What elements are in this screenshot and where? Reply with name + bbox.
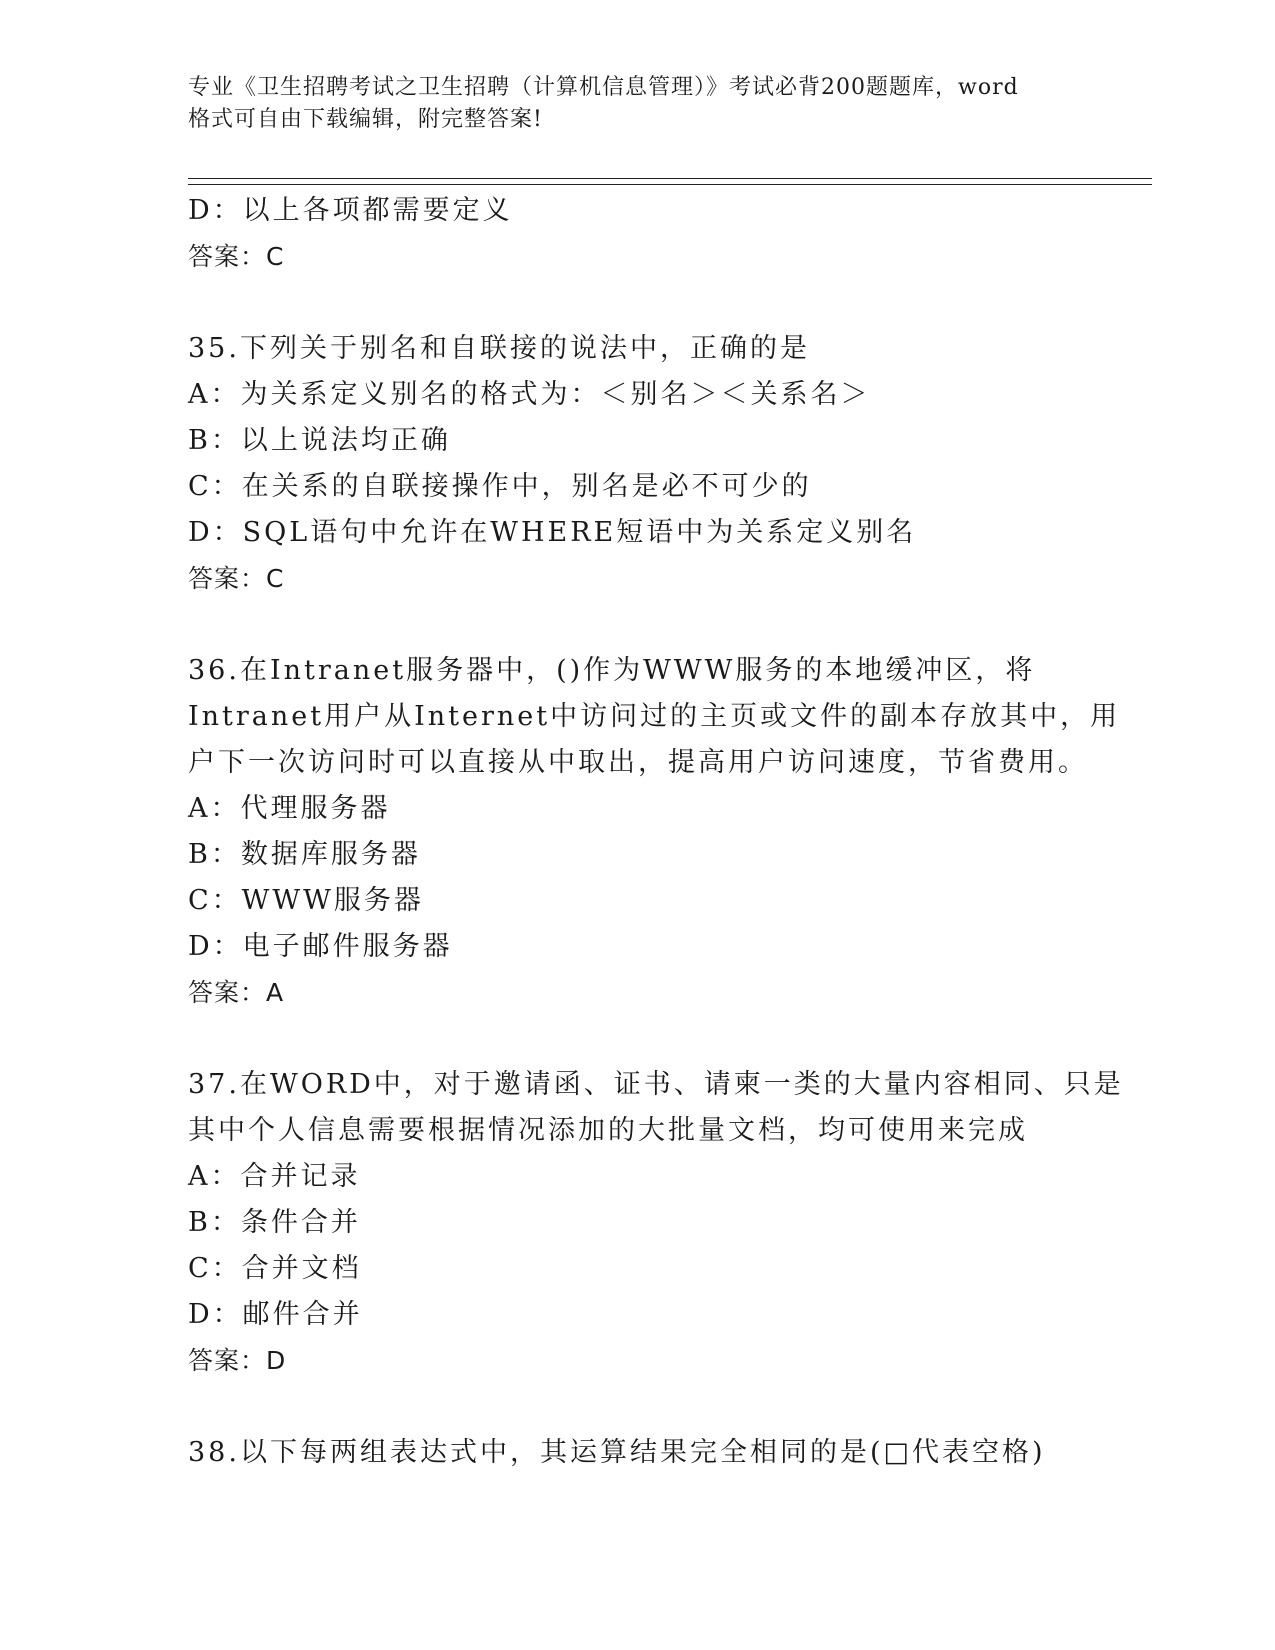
q36-option-d: D：电子邮件服务器 (188, 931, 453, 962)
q37-option-c: C：合并文档 (188, 1253, 362, 1284)
header-title-line-1: 专业《卫生招聘考试之卫生招聘（计算机信息管理）》考试必背200题题库，word (188, 75, 1019, 100)
q37-option-d: D：邮件合并 (188, 1299, 363, 1330)
spacer (188, 1384, 1152, 1430)
q37-option-b: B：条件合并 (188, 1207, 361, 1238)
q35-answer: 答案：C (188, 564, 285, 593)
q35-option-c: C：在关系的自联接操作中，别名是必不可少的 (188, 471, 812, 502)
spacer (188, 1016, 1152, 1062)
q35-option-d: D：SQL语句中允许在WHERE短语中为关系定义别名 (188, 517, 917, 548)
q37-answer: 答案：D (188, 1346, 287, 1375)
spacer (188, 602, 1152, 648)
prev-option-d: D：以上各项都需要定义 (188, 195, 513, 226)
q35-stem: 35.下列关于别名和自联接的说法中，正确的是 (188, 333, 810, 364)
q36-stem-line-2: Intranet用户从Internet中访问过的主页或文件的副本存放其中，用 (188, 701, 1121, 732)
prev-answer: 答案：C (188, 242, 285, 271)
spacer (188, 280, 1152, 326)
q37-option-a: A：合并记录 (188, 1161, 361, 1192)
q38-stem: 38.以下每两组表达式中，其运算结果完全相同的是(□代表空格) (188, 1437, 1046, 1468)
q36-option-c: C：WWW服务器 (188, 885, 424, 916)
header-title-line-2: 格式可自由下载编辑，附完整答案! (188, 107, 543, 132)
q36-option-b: B：数据库服务器 (188, 839, 421, 870)
q35-option-b: B：以上说法均正确 (188, 425, 451, 456)
q36-stem-line-1: 36.在Intranet服务器中，()作为WWW服务的本地缓冲区，将 (188, 655, 1036, 686)
q36-option-a: A：代理服务器 (188, 793, 391, 824)
q37-stem-line-1: 37.在WORD中，对于邀请函、证书、请柬一类的大量内容相同、只是 (188, 1069, 1124, 1100)
q37-stem-line-2: 其中个人信息需要根据情况添加的大批量文档，均可使用来完成 (188, 1115, 1028, 1146)
header-divider-bottom (188, 184, 1152, 185)
q36-answer: 答案：A (188, 978, 285, 1007)
document-header (188, 72, 1108, 136)
q36-stem-line-3: 户下一次访问时可以直接从中取出，提高用户访问速度，节省费用。 (188, 747, 1088, 778)
question-list (188, 188, 1152, 1476)
q35-option-a: A：为关系定义别名的格式为：＜别名＞＜关系名＞ (188, 379, 871, 410)
header-divider-top (188, 178, 1152, 179)
